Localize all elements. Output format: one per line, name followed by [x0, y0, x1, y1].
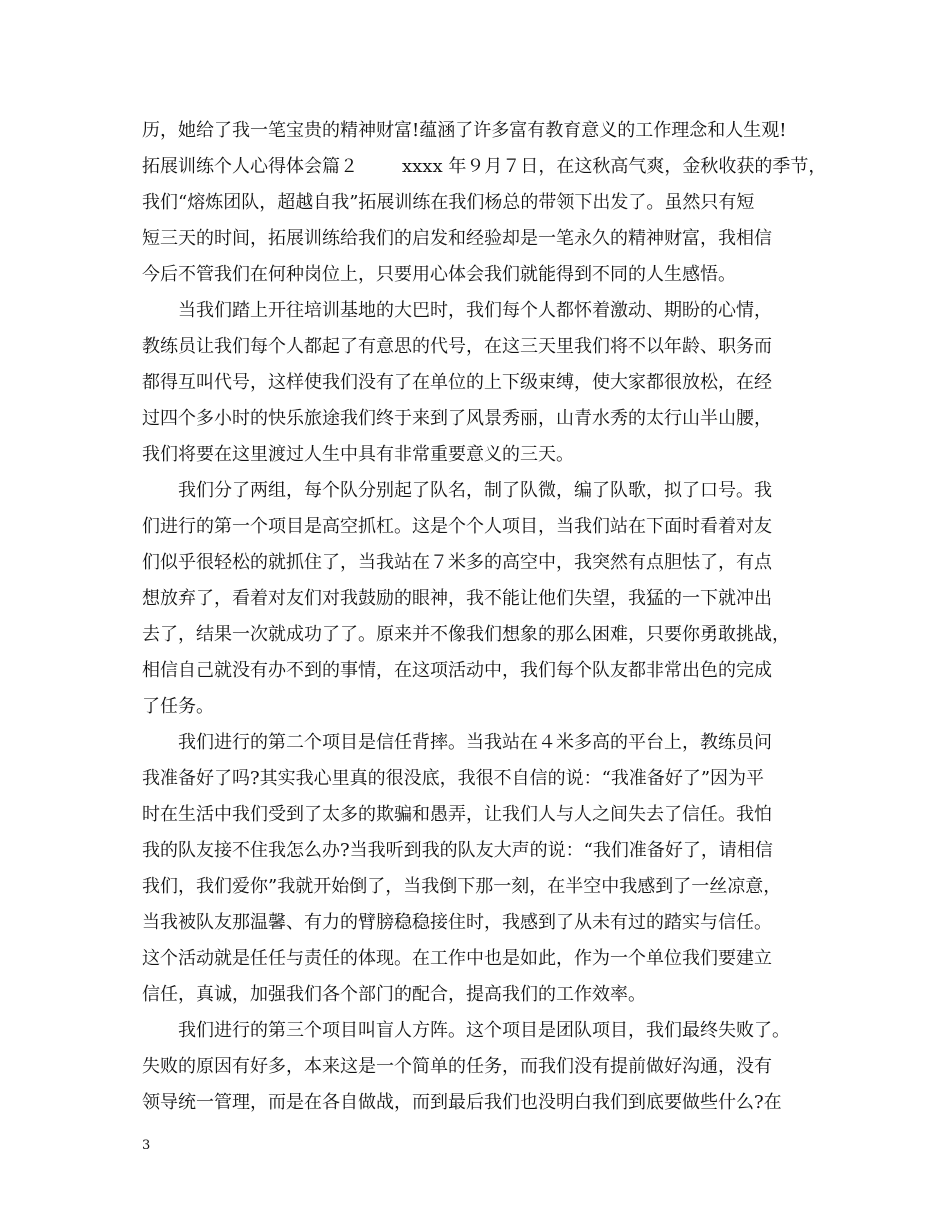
text-line: 们似乎很轻松的就抓住了，当我站在７米多的高空中，我突然有点胆怯了，有点 — [142, 552, 772, 573]
text-line: 去了，结果一次就成功了了。原来并不像我们想象的那么困难，只要你勇敢挑战， — [142, 624, 790, 645]
text-line: 过四个多小时的快乐旅途我们终于来到了风景秀丽，山青水秀的太行山半山腰， — [142, 408, 772, 429]
text-line: 相信自己就没有办不到的事情，在这项活动中，我们每个队友都非常出色的完成 — [142, 660, 772, 681]
text-line: 了任务。 — [142, 696, 214, 717]
text-line: 这个活动就是任任与责任的体现。在工作中也是如此，作为一个单位我们要建立 — [142, 948, 772, 969]
text-line: 时在生活中我们受到了太多的欺骗和愚弄，让我们人与人之间失去了信任。我怕 — [142, 804, 772, 825]
paragraph-start-line: 我们分了两组，每个队分别起了队名，制了队微，编了队歌，拟了口号。我 — [178, 480, 772, 501]
paragraph-start-line: 我们进行的第三个项目叫盲人方阵。这个项目是团队项目，我们最终失败了。 — [178, 1020, 790, 1041]
text-line: 我的队友接不住我怎么办?当我听到我的队友大声的说：“我们准备好了，请相信 — [142, 840, 773, 861]
text-line: 领导统一管理，而是在各自做战，而到最后我们也没明白我们到底要做些什么?在 — [142, 1092, 782, 1113]
text-line: 我们，我们爱你”我就开始倒了，当我倒下那一刻，在半空中我感到了一丝凉意， — [142, 876, 782, 897]
section-opening-text: xxxx 年９月７日，在这秋高气爽，金秋收获的季节， — [402, 156, 827, 177]
text-line: 今后不管我们在何种岗位上，只要用心体会我们就能得到不同的人生感悟。 — [142, 264, 736, 285]
text-line: 想放弃了，看着对友们对我鼓励的眼神，我不能让他们失望，我猛的一下就冲出 — [142, 588, 772, 609]
text-line: 信任，真诚，加强我们各个部门的配合，提高我们的工作效率。 — [142, 984, 646, 1005]
text-line: 短三天的时间，拓展训练给我们的启发和经验却是一笔永久的精神财富，我相信 — [142, 228, 772, 249]
section-heading-line — [142, 149, 827, 185]
page-number: 3 — [142, 1138, 151, 1153]
paragraph-start-line: 当我们踏上开往培训基地的大巴时，我们每个人都怀着激动、期盼的心情， — [178, 300, 772, 321]
section-title: 拓展训练个人心得体会篇２ — [142, 156, 358, 177]
paragraph-start-line: 我们进行的第二个项目是信任背摔。当我站在４米多高的平台上，教练员问 — [178, 732, 772, 753]
document-body — [142, 113, 827, 1121]
text-line: 们进行的第一个项目是高空抓杠。这是个个人项目，当我们站在下面时看着对友 — [142, 516, 772, 537]
text-line: 历，她给了我一笔宝贵的精神财富!蕴涵了许多富有教育意义的工作理念和人生观! — [142, 120, 787, 141]
text-line: 教练员让我们每个人都起了有意思的代号，在这三天里我们将不以年龄、职务而 — [142, 336, 772, 357]
text-line: 我们“熔炼团队，超越自我”拓展训练在我们杨总的带领下出发了。虽然只有短 — [142, 192, 755, 213]
text-line: 失败的原因有好多，本来这是一个简单的任务，而我们没有提前做好沟通，没有 — [142, 1056, 772, 1077]
text-line: 当我被队友那温馨、有力的臂膀稳稳接住时，我感到了从未有过的踏实与信任。 — [142, 912, 772, 933]
text-line: 都得互叫代号，这样使我们没有了在单位的上下级束缚，使大家都很放松，在经 — [142, 372, 772, 393]
text-line: 我准备好了吗?其实我心里真的很没底，我很不自信的说：“我准备好了”因为平 — [142, 768, 765, 789]
text-line: 我们将要在这里渡过人生中具有非常重要意义的三天。 — [142, 444, 574, 465]
